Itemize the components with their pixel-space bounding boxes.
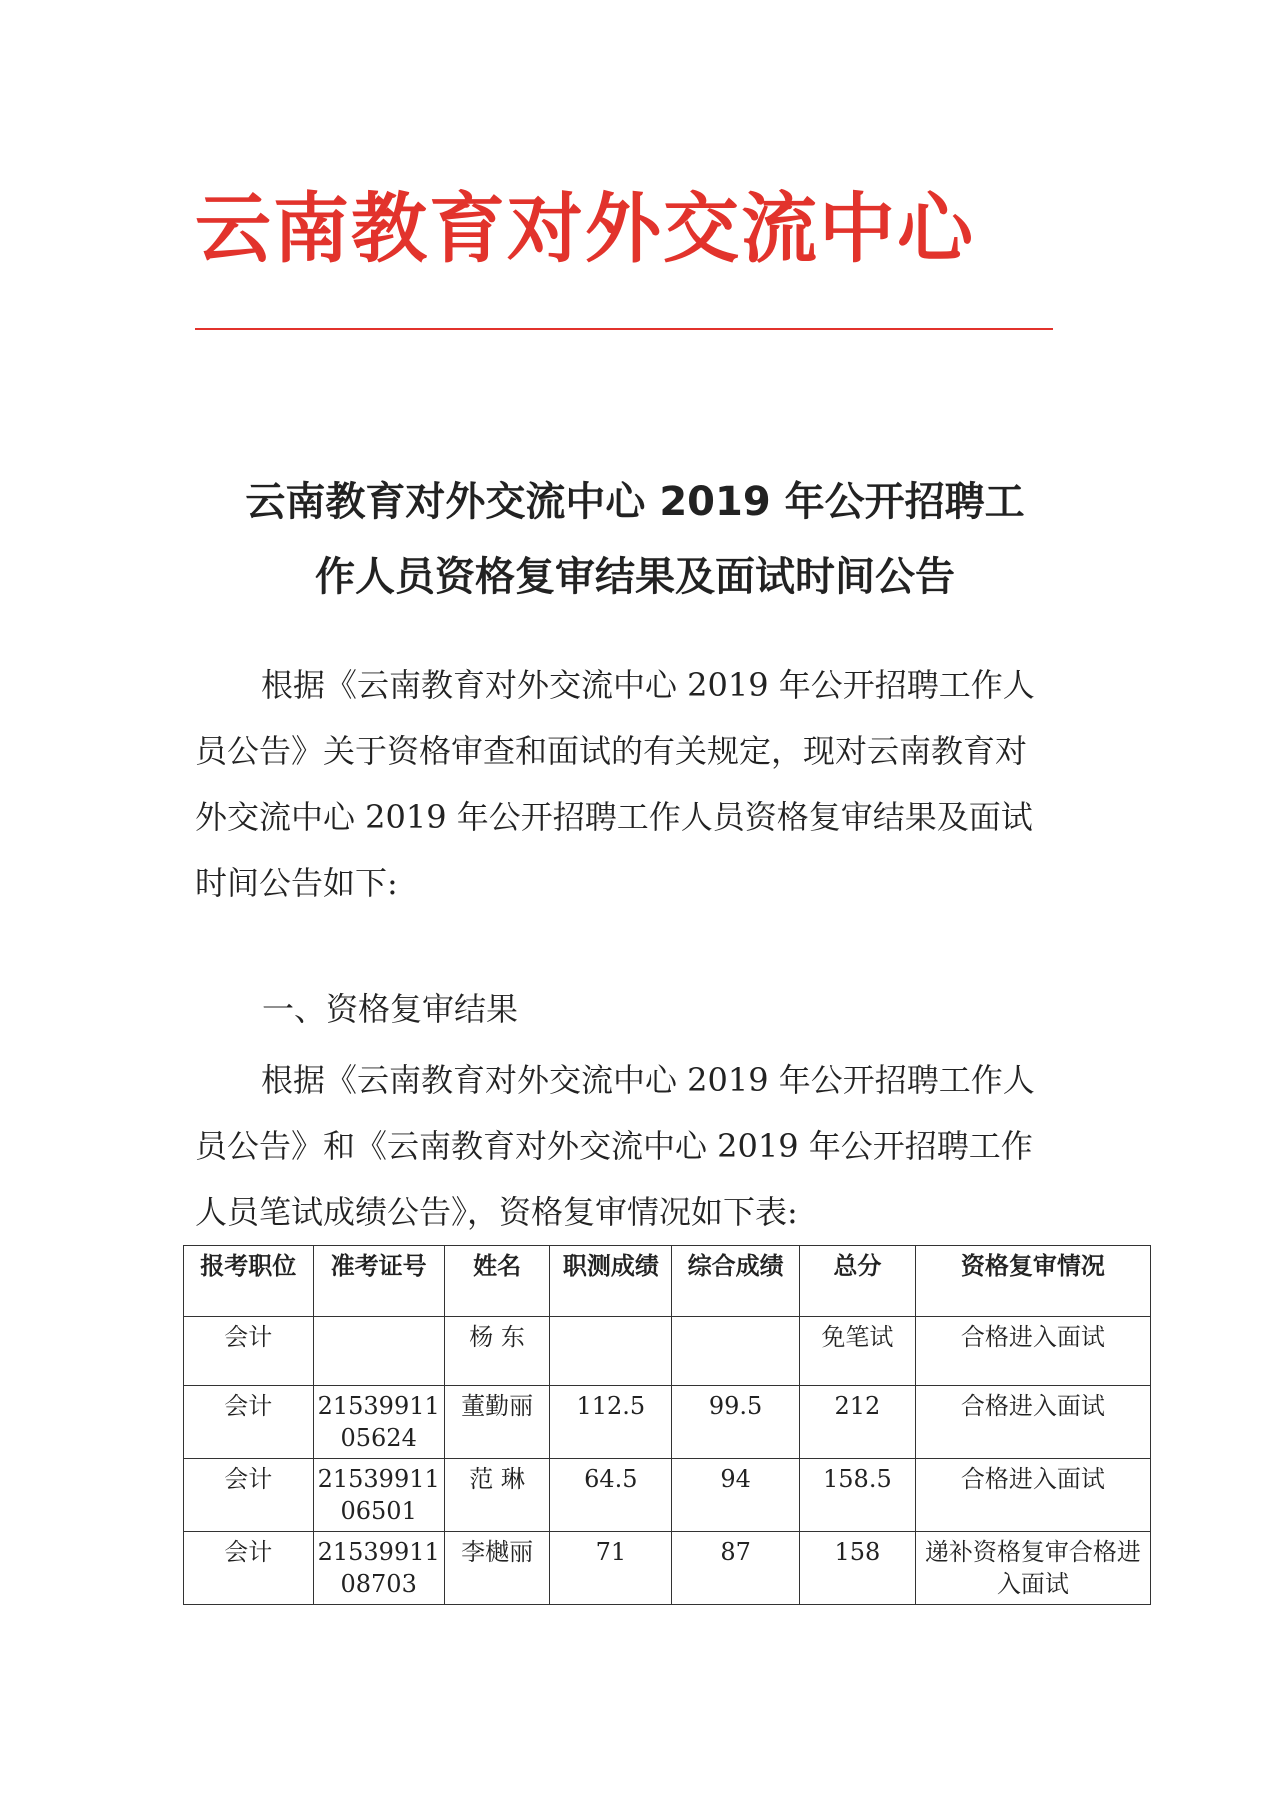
cell-aptitude-score: 71 xyxy=(550,1532,672,1605)
header-position: 报考职位 xyxy=(184,1246,314,1317)
cell-name: 范 琳 xyxy=(444,1459,550,1532)
table-row xyxy=(184,1317,1151,1386)
section-line: 根据《云南教育对外交流中心 2019 年公开招聘工作人 xyxy=(261,1061,1035,1099)
header-aptitude-score: 职测成绩 xyxy=(550,1246,672,1317)
cell-position: 会计 xyxy=(184,1317,314,1386)
header-total: 总分 xyxy=(799,1246,915,1317)
cell-review-status: 合格进入面试 xyxy=(915,1317,1150,1386)
cell-total: 158 xyxy=(799,1532,915,1605)
intro-paragraph xyxy=(195,652,1075,916)
cell-comprehensive-score: 94 xyxy=(672,1459,800,1532)
section-line: 人员笔试成绩公告》，资格复审情况如下表: xyxy=(195,1193,798,1231)
cell-comprehensive-score: 99.5 xyxy=(672,1386,800,1459)
intro-line: 时间公告如下: xyxy=(195,864,398,902)
cell-aptitude-score: 112.5 xyxy=(550,1386,672,1459)
notice-title-line-2: 作人员资格复审结果及面试时间公告 xyxy=(315,554,955,600)
results-table xyxy=(183,1245,1151,1605)
cell-position: 会计 xyxy=(184,1532,314,1605)
header-review-status: 资格复审情况 xyxy=(915,1246,1150,1317)
cell-aptitude-score: 64.5 xyxy=(550,1459,672,1532)
notice-title-line-1: 云南教育对外交流中心 2019 年公开招聘工 xyxy=(245,479,1025,525)
section-paragraph xyxy=(195,1047,1075,1245)
cell-review-status: 合格进入面试 xyxy=(915,1459,1150,1532)
cell-total: 158.5 xyxy=(799,1459,915,1532)
intro-line: 外交流中心 2019 年公开招聘工作人员资格复审结果及面试 xyxy=(195,798,1033,836)
cell-comprehensive-score: 87 xyxy=(672,1532,800,1605)
cell-total: 免笔试 xyxy=(799,1317,915,1386)
section-heading: 一、资格复审结果 xyxy=(262,990,519,1028)
cell-exam-id: 21539911 08703 xyxy=(313,1532,444,1605)
header-exam-id: 准考证号 xyxy=(313,1246,444,1317)
table-row xyxy=(184,1532,1151,1605)
table-row xyxy=(184,1386,1151,1459)
cell-review-status: 合格进入面试 xyxy=(915,1386,1150,1459)
intro-line: 根据《云南教育对外交流中心 2019 年公开招聘工作人 xyxy=(261,666,1035,704)
table-row xyxy=(184,1459,1151,1532)
cell-aptitude-score xyxy=(550,1317,672,1386)
cell-position: 会计 xyxy=(184,1459,314,1532)
letterhead-title: 云南教育对外交流中心 xyxy=(195,184,975,273)
header-name: 姓名 xyxy=(444,1246,550,1317)
cell-name: 杨 东 xyxy=(444,1317,550,1386)
section-line: 员公告》和《云南教育对外交流中心 2019 年公开招聘工作 xyxy=(195,1127,1033,1165)
cell-exam-id: 21539911 06501 xyxy=(313,1459,444,1532)
intro-line: 员公告》关于资格审查和面试的有关规定，现对云南教育对 xyxy=(195,732,1028,770)
cell-position: 会计 xyxy=(184,1386,314,1459)
cell-name: 董勤丽 xyxy=(444,1386,550,1459)
cell-exam-id: 21539911 05624 xyxy=(313,1386,444,1459)
cell-total: 212 xyxy=(799,1386,915,1459)
table-header-row xyxy=(184,1246,1151,1317)
cell-exam-id xyxy=(313,1317,444,1386)
cell-name: 李樾丽 xyxy=(444,1532,550,1605)
letterhead-divider xyxy=(195,328,1053,330)
cell-review-status: 递补资格复审合格进入面试 xyxy=(915,1532,1150,1605)
header-comprehensive-score: 综合成绩 xyxy=(672,1246,800,1317)
cell-comprehensive-score xyxy=(672,1317,800,1386)
